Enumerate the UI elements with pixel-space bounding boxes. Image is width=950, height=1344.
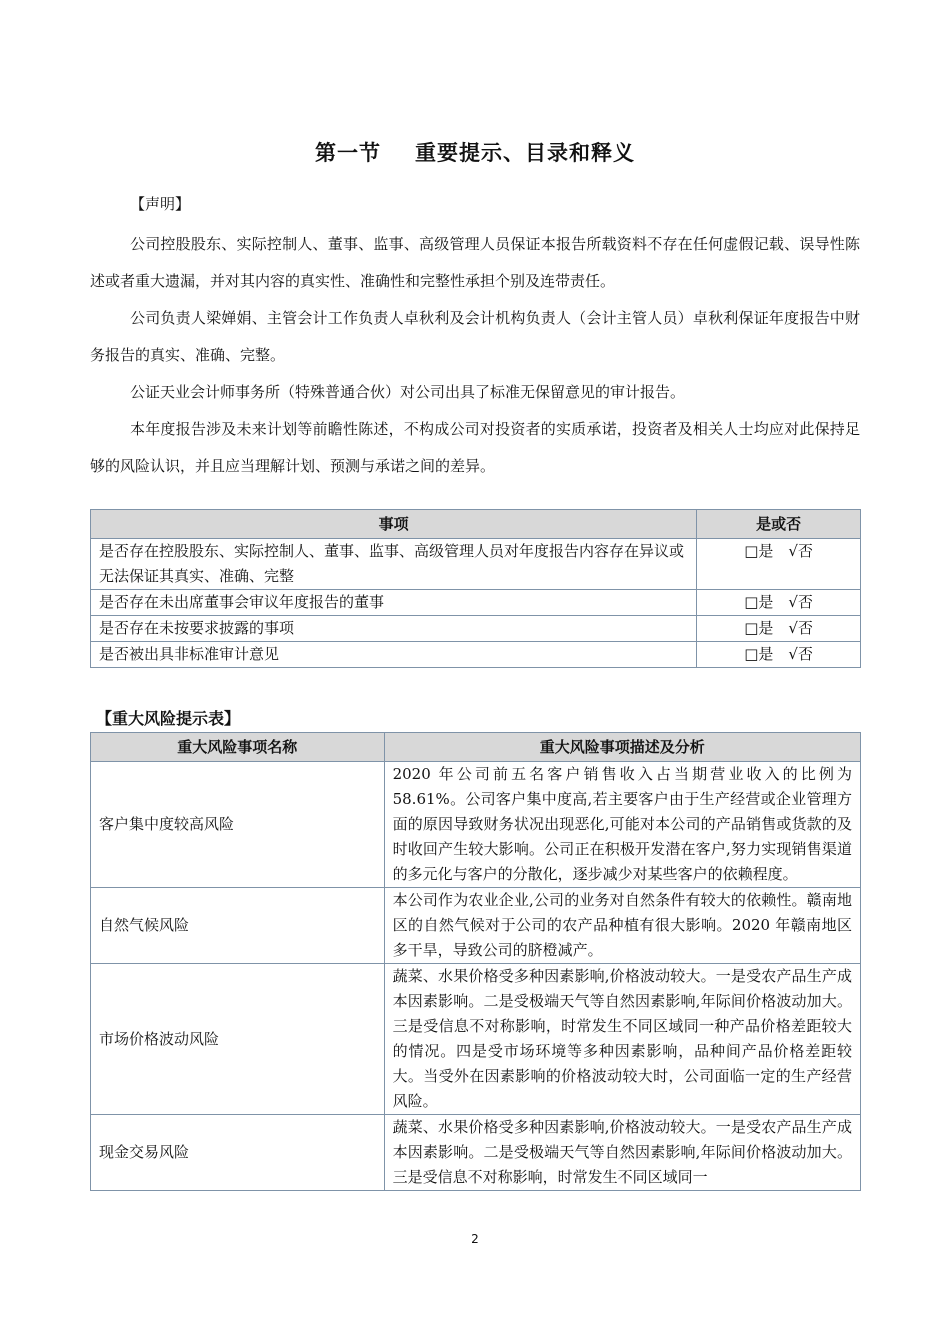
risk-description: 蔬菜、水果价格受多种因素影响,价格波动较大。一是受农产品生产成本因素影响。二是受极端天气等自然因素影响,年际间价格波动加大。三是受信息不对称影响，时常发生不同区域同一种产品价格差距较大的情况。四是受市场环境等多种因素影响，品种间产品价格差距较大。当受外在因素影响的价格波动较大时，公司面临一定的生产经营风险。 <box>384 964 860 1115</box>
risk-name: 自然气候风险 <box>91 888 385 964</box>
table-row <box>91 964 861 1115</box>
table-row <box>91 616 861 642</box>
risk-table <box>90 732 861 1191</box>
table-header-row <box>91 510 861 539</box>
declaration-paragraph: 本年度报告涉及未来计划等前瞻性陈述，不构成公司对投资者的实质承诺，投资者及相关人士均应对此保持足够的风险认识，并且应当理解计划、预测与承诺之间的差异。 <box>90 420 860 475</box>
table-row <box>91 590 861 616</box>
page-number: 2 <box>471 1232 479 1246</box>
risk-table-title: 【重大风险提示表】 <box>96 709 241 728</box>
table-row <box>91 762 861 888</box>
risk-name: 市场价格波动风险 <box>91 964 385 1115</box>
matter-item: 是否存在控股股东、实际控制人、董事、监事、高级管理人员对年度报告内容存在异议或无法保证其真实、准确、完整 <box>91 539 697 590</box>
risk-description: 本公司作为农业企业,公司的业务对自然条件有较大的依赖性。赣南地区的自然气候对于公司的农产品种植有很大影响。2020 年赣南地区多干旱，导致公司的脐橙减产。 <box>384 888 860 964</box>
declaration-paragraph: 公司负责人梁婵娟、主管会计工作负责人卓秋利及会计机构负责人（会计主管人员）卓秋利保证年度报告中财务报告的真实、准确、完整。 <box>90 309 860 364</box>
declaration-paragraph: 公司控股股东、实际控制人、董事、监事、高级管理人员保证本报告所载资料不存在任何虚假记载、误导性陈述或者重大遗漏，并对其内容的真实性、准确性和完整性承担个别及连带责任。 <box>90 235 860 290</box>
matter-item: 是否存在未出席董事会审议年度报告的董事 <box>91 590 697 616</box>
risk-description: 2020 年公司前五名客户销售收入占当期营业收入的比例为 58.61%。公司客户集中度高,若主要客户由于生产经营或企业管理方面的原因导致财务状况出现恶化,可能对本公司的产品销售或货款的及时收回产生较大影响。公司正在积极开发潜在客户,努力实现销售渠道的多元化与客户的分散化，逐步减少对某些客户的依赖程度。 <box>384 762 860 888</box>
section-title <box>0 137 950 167</box>
table-row <box>91 1115 861 1191</box>
declaration-paragraph: 公证天业会计师事务所（特殊普通合伙）对公司出具了标准无保留意见的审计报告。 <box>130 383 686 401</box>
section-number: 第一节 <box>315 141 381 165</box>
matter-answer: □是 √否 <box>697 590 861 616</box>
table-row <box>91 888 861 964</box>
matter-answer: □是 √否 <box>697 642 861 668</box>
risk-description: 蔬菜、水果价格受多种因素影响,价格波动较大。一是受农产品生产成本因素影响。二是受极端天气等自然因素影响,年际间价格波动加大。三是受信息不对称影响，时常发生不同区域同一 <box>384 1115 860 1191</box>
column-header: 重大风险事项描述及分析 <box>384 733 860 762</box>
matter-item: 是否被出具非标准审计意见 <box>91 642 697 668</box>
risk-name: 现金交易风险 <box>91 1115 385 1191</box>
table-header-row <box>91 733 861 762</box>
matter-answer: □是 √否 <box>697 539 861 590</box>
column-header: 事项 <box>91 510 697 539</box>
table-row <box>91 642 861 668</box>
table-row <box>91 539 861 590</box>
matters-table <box>90 509 861 668</box>
declaration-heading: 【声明】 <box>130 195 191 213</box>
section-title-text: 重要提示、目录和释义 <box>415 141 635 165</box>
matter-answer: □是 √否 <box>697 616 861 642</box>
matter-item: 是否存在未按要求披露的事项 <box>91 616 697 642</box>
column-header: 是或否 <box>697 510 861 539</box>
column-header: 重大风险事项名称 <box>91 733 385 762</box>
risk-name: 客户集中度较高风险 <box>91 762 385 888</box>
